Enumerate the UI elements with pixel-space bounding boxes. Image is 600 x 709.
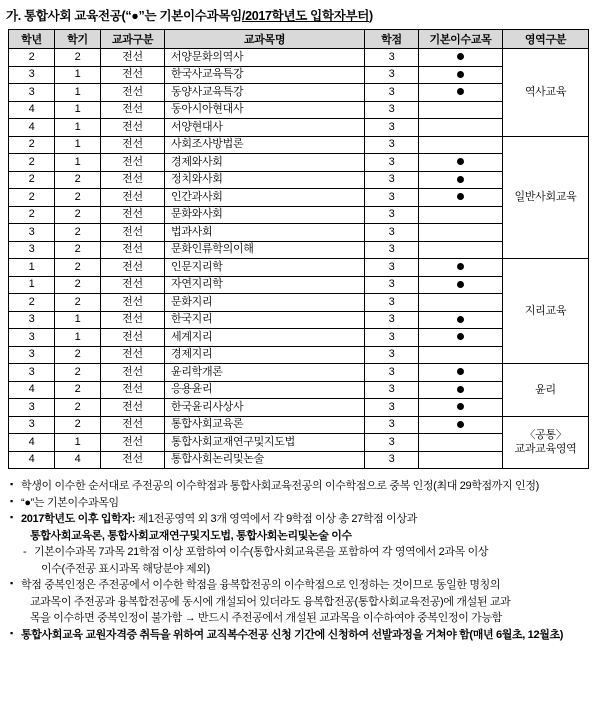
cell-basic-required — [419, 119, 503, 137]
cell-type: 전선 — [101, 171, 165, 189]
table-row — [9, 294, 589, 312]
cell-basic-required — [419, 101, 503, 119]
cell-course-name: 통합사회논리및논술 — [165, 451, 365, 469]
table-row — [9, 416, 589, 434]
note-text: 학생이 이수한 순서대로 주전공의 이수학점과 통합사회교육전공의 이수학점으로 중복 인정(최대 29학점까지 인정) — [21, 480, 539, 492]
cell-area-group — [503, 49, 589, 137]
cell-term: 4 — [55, 451, 101, 469]
area-label-line: 역사교육 — [524, 86, 567, 99]
note-text: 제1전공영역 외 3개 영역에서 각 9학점 이상 총 27학점 이상과 — [135, 513, 417, 525]
table-row — [9, 101, 589, 119]
page-title — [0, 0, 600, 29]
cell-term: 1 — [55, 84, 101, 102]
cell-course-name: 세계지리 — [165, 329, 365, 347]
title-suffix: ) — [369, 9, 373, 23]
note-text: “●”는 기본이수과목임 — [21, 496, 119, 509]
cell-basic-required — [419, 416, 503, 434]
cell-type: 전선 — [101, 154, 165, 172]
col-header-credit: 학점 — [365, 30, 419, 49]
cell-type: 전선 — [101, 346, 165, 364]
cell-term: 2 — [55, 224, 101, 242]
square-bullet-icon: ▪ — [10, 512, 13, 522]
dash-bullet-icon: - — [23, 546, 27, 558]
cell-type: 전선 — [101, 381, 165, 399]
cell-course-name: 자연지리학 — [165, 276, 365, 294]
cell-term: 2 — [55, 276, 101, 294]
cell-term: 2 — [55, 346, 101, 364]
cell-credit: 3 — [365, 49, 419, 67]
cell-area-group — [503, 416, 589, 469]
cell-credit: 3 — [365, 84, 419, 102]
cell-basic-required — [419, 154, 503, 172]
cell-type: 전선 — [101, 311, 165, 329]
cell-term: 1 — [55, 154, 101, 172]
cell-course-name: 문화지리 — [165, 294, 365, 312]
cell-course-name: 인간과사회 — [165, 189, 365, 207]
note-text: 기본이수과목 7과목 21학점 이상 포함하여 이수(통합사회교육론을 포함하여 각 영역에서 2과목 이상 — [34, 546, 489, 558]
cell-grade: 3 — [9, 329, 55, 347]
cell-course-name: 정치와사회 — [165, 171, 365, 189]
cell-basic-required — [419, 434, 503, 452]
note-item — [10, 512, 590, 528]
note-item — [10, 479, 590, 495]
cell-grade: 2 — [9, 189, 55, 207]
table-row — [9, 381, 589, 399]
cell-course-name: 경제지리 — [165, 346, 365, 364]
cell-credit: 3 — [365, 101, 419, 119]
cell-term: 2 — [55, 399, 101, 417]
filled-circle-icon — [457, 281, 464, 288]
note-item — [10, 611, 590, 627]
cell-grade: 4 — [9, 434, 55, 452]
table-row — [9, 329, 589, 347]
cell-grade: 3 — [9, 399, 55, 417]
cell-basic-required — [419, 399, 503, 417]
cell-basic-required — [419, 294, 503, 312]
cell-basic-required — [419, 136, 503, 154]
cell-term: 2 — [55, 259, 101, 277]
table-row — [9, 346, 589, 364]
cell-basic-required — [419, 259, 503, 277]
col-header-area: 영역구분 — [503, 30, 589, 49]
col-header-type: 교과구분 — [101, 30, 165, 49]
cell-type: 전선 — [101, 84, 165, 102]
cell-credit: 3 — [365, 346, 419, 364]
cell-type: 전선 — [101, 399, 165, 417]
cell-grade: 4 — [9, 451, 55, 469]
table-row — [9, 224, 589, 242]
cell-course-name: 통합사회교육론 — [165, 416, 365, 434]
cell-term: 1 — [55, 66, 101, 84]
cell-basic-required — [419, 241, 503, 259]
table-row — [9, 311, 589, 329]
curriculum-table — [8, 29, 589, 469]
square-bullet-icon: ▪ — [10, 578, 13, 588]
cell-type: 전선 — [101, 259, 165, 277]
table-row — [9, 206, 589, 224]
cell-term: 1 — [55, 434, 101, 452]
cell-course-name: 서양문화의역사 — [165, 49, 365, 67]
area-label-line: 〈공통〉 — [524, 429, 567, 442]
cell-term: 2 — [55, 189, 101, 207]
note-emphasis: 2017학년도 이후 입학자: — [21, 513, 136, 525]
cell-credit: 3 — [365, 189, 419, 207]
note-item — [10, 562, 590, 578]
cell-credit: 3 — [365, 206, 419, 224]
table-row — [9, 189, 589, 207]
cell-credit: 3 — [365, 136, 419, 154]
cell-basic-required — [419, 84, 503, 102]
cell-course-name: 사회조사방법론 — [165, 136, 365, 154]
table-row — [9, 171, 589, 189]
filled-circle-icon — [457, 386, 464, 393]
cell-basic-required — [419, 189, 503, 207]
cell-type: 전선 — [101, 206, 165, 224]
cell-term: 2 — [55, 171, 101, 189]
note-text: 교과목이 주전공과 융복합전공에 동시에 개설되어 있더라도 융복합전공(통합사회교육전공)에 개설된 교과 — [30, 595, 511, 608]
cell-basic-required — [419, 364, 503, 382]
cell-type: 전선 — [101, 416, 165, 434]
note-item — [10, 628, 590, 644]
cell-basic-required — [419, 171, 503, 189]
note-item — [10, 529, 590, 545]
filled-circle-icon — [457, 53, 464, 60]
cell-grade: 4 — [9, 101, 55, 119]
cell-grade: 3 — [9, 346, 55, 364]
cell-type: 전선 — [101, 364, 165, 382]
filled-circle-icon — [457, 158, 464, 165]
cell-course-name: 한국지리 — [165, 311, 365, 329]
cell-basic-required — [419, 346, 503, 364]
cell-term: 1 — [55, 311, 101, 329]
cell-grade: 2 — [9, 49, 55, 67]
cell-credit: 3 — [365, 241, 419, 259]
cell-basic-required — [419, 381, 503, 399]
cell-grade: 2 — [9, 136, 55, 154]
cell-basic-required — [419, 276, 503, 294]
filled-circle-icon — [457, 333, 464, 340]
cell-basic-required — [419, 451, 503, 469]
cell-credit: 3 — [365, 416, 419, 434]
note-item — [10, 545, 590, 561]
filled-circle-icon — [457, 263, 464, 270]
cell-grade: 3 — [9, 224, 55, 242]
cell-basic-required — [419, 49, 503, 67]
cell-type: 전선 — [101, 136, 165, 154]
cell-term: 1 — [55, 136, 101, 154]
cell-credit: 3 — [365, 381, 419, 399]
cell-term: 2 — [55, 206, 101, 224]
cell-course-name: 인문지리학 — [165, 259, 365, 277]
table-row — [9, 49, 589, 67]
table-row — [9, 136, 589, 154]
title-prefix: 가. 통합사회 교육전공(“●”는 기본이수과목임 — [6, 9, 242, 23]
cell-credit: 3 — [365, 154, 419, 172]
area-label-line: 일반사회교육 — [514, 191, 577, 204]
note-text: 목을 이수하면 중복인정이 불가함 → 반드시 주전공에서 개설된 교과목을 이수하여야 중복인정이 가능함 — [30, 612, 503, 624]
filled-circle-icon — [457, 71, 464, 78]
cell-credit: 3 — [365, 399, 419, 417]
title-underlined: /2017학년도 입학자부터 — [241, 9, 370, 23]
table-row — [9, 119, 589, 137]
cell-type: 전선 — [101, 276, 165, 294]
filled-circle-icon — [457, 421, 464, 428]
col-header-basic: 기본이수교목 — [419, 30, 503, 49]
cell-term: 1 — [55, 329, 101, 347]
cell-term: 1 — [55, 119, 101, 137]
cell-grade: 3 — [9, 416, 55, 434]
col-header-grade: 학년 — [9, 30, 55, 49]
note-item — [10, 496, 590, 512]
cell-type: 전선 — [101, 434, 165, 452]
cell-grade: 2 — [9, 171, 55, 189]
table-row — [9, 399, 589, 417]
cell-grade: 2 — [9, 206, 55, 224]
cell-type: 전선 — [101, 49, 165, 67]
cell-type: 전선 — [101, 294, 165, 312]
cell-type: 전선 — [101, 224, 165, 242]
cell-term: 2 — [55, 241, 101, 259]
cell-credit: 3 — [365, 294, 419, 312]
table-row — [9, 154, 589, 172]
note-text: 이수(주전공 표시과목 해당분야 제외) — [41, 562, 210, 575]
filled-circle-icon — [457, 193, 464, 200]
note-item — [10, 595, 590, 611]
cell-basic-required — [419, 206, 503, 224]
filled-circle-icon — [457, 88, 464, 95]
cell-course-name: 문화인류학의이해 — [165, 241, 365, 259]
cell-credit: 3 — [365, 364, 419, 382]
filled-circle-icon — [457, 316, 464, 323]
cell-credit: 3 — [365, 119, 419, 137]
cell-grade: 3 — [9, 311, 55, 329]
table-row — [9, 364, 589, 382]
cell-basic-required — [419, 224, 503, 242]
area-label-line: 지리교육 — [524, 305, 567, 317]
cell-type: 전선 — [101, 241, 165, 259]
cell-grade: 4 — [9, 119, 55, 137]
cell-type: 전선 — [101, 329, 165, 347]
cell-credit: 3 — [365, 171, 419, 189]
cell-credit: 3 — [365, 66, 419, 84]
table-row — [9, 276, 589, 294]
cell-grade: 3 — [9, 364, 55, 382]
cell-basic-required — [419, 66, 503, 84]
cell-type: 전선 — [101, 451, 165, 469]
cell-course-name: 법과사회 — [165, 224, 365, 242]
cell-area-group — [503, 136, 589, 259]
cell-grade: 4 — [9, 381, 55, 399]
square-bullet-icon: ▪ — [10, 495, 13, 506]
cell-area-group — [503, 364, 589, 417]
cell-credit: 3 — [365, 434, 419, 452]
cell-grade: 1 — [9, 259, 55, 277]
cell-term: 2 — [55, 294, 101, 312]
cell-grade: 1 — [9, 276, 55, 294]
square-bullet-icon: ▪ — [10, 479, 13, 489]
cell-credit: 3 — [365, 311, 419, 329]
note-item — [10, 578, 590, 594]
cell-credit: 3 — [365, 224, 419, 242]
cell-basic-required — [419, 329, 503, 347]
cell-course-name: 한국윤리사상사 — [165, 399, 365, 417]
area-label-line: 교과교육영역 — [514, 443, 577, 456]
cell-term: 2 — [55, 49, 101, 67]
cell-course-name: 응용윤리 — [165, 381, 365, 399]
table-row — [9, 259, 589, 277]
table-row — [9, 241, 589, 259]
table-row — [9, 451, 589, 469]
cell-course-name: 동양사교육특강 — [165, 84, 365, 102]
cell-course-name: 동아시아현대사 — [165, 101, 365, 119]
filled-circle-icon — [457, 368, 464, 375]
cell-grade: 2 — [9, 154, 55, 172]
cell-credit: 3 — [365, 329, 419, 347]
table-header-row — [9, 30, 589, 49]
cell-grade: 3 — [9, 241, 55, 259]
area-label-line: 윤리 — [535, 383, 556, 396]
cell-course-name: 서양현대사 — [165, 119, 365, 137]
notes-section — [10, 479, 590, 643]
cell-credit: 3 — [365, 276, 419, 294]
filled-circle-icon — [457, 403, 464, 410]
cell-course-name: 윤리학개론 — [165, 364, 365, 382]
cell-basic-required — [419, 311, 503, 329]
table-row — [9, 434, 589, 452]
cell-course-name: 한국사교육특강 — [165, 66, 365, 84]
cell-term: 2 — [55, 364, 101, 382]
cell-grade: 3 — [9, 66, 55, 84]
square-bullet-icon: ▪ — [10, 627, 13, 638]
cell-type: 전선 — [101, 119, 165, 137]
cell-term: 1 — [55, 101, 101, 119]
table-row — [9, 84, 589, 102]
cell-credit: 3 — [365, 259, 419, 277]
cell-term: 2 — [55, 381, 101, 399]
cell-course-name: 문화와사회 — [165, 206, 365, 224]
col-header-term: 학기 — [55, 30, 101, 49]
note-emphasis: 통합사회교육 교원자격증 취득을 위하여 교직복수전공 신청 기간에 신청하여 선발과정을 거쳐야 함(매년 6월초, 12월초) — [21, 628, 564, 641]
cell-course-name: 통합사회교재연구및지도법 — [165, 434, 365, 452]
cell-type: 전선 — [101, 101, 165, 119]
cell-type: 전선 — [101, 66, 165, 84]
note-text: 통합사회교육론, 통합사회교재연구및지도법, 통합사회논리및논술 이수 — [30, 529, 352, 542]
table-row — [9, 66, 589, 84]
filled-circle-icon — [457, 176, 464, 183]
cell-credit: 3 — [365, 451, 419, 469]
note-text: 학점 중복인정은 주전공에서 이수한 학점을 융복합전공의 이수학점으로 인정하는 것이므로 동일한 명칭의 — [21, 579, 501, 591]
cell-grade: 2 — [9, 294, 55, 312]
cell-grade: 3 — [9, 84, 55, 102]
cell-term: 2 — [55, 416, 101, 434]
col-header-course-name: 교과목명 — [165, 30, 365, 49]
cell-area-group — [503, 259, 589, 364]
cell-type: 전선 — [101, 189, 165, 207]
cell-course-name: 경제와사회 — [165, 154, 365, 172]
